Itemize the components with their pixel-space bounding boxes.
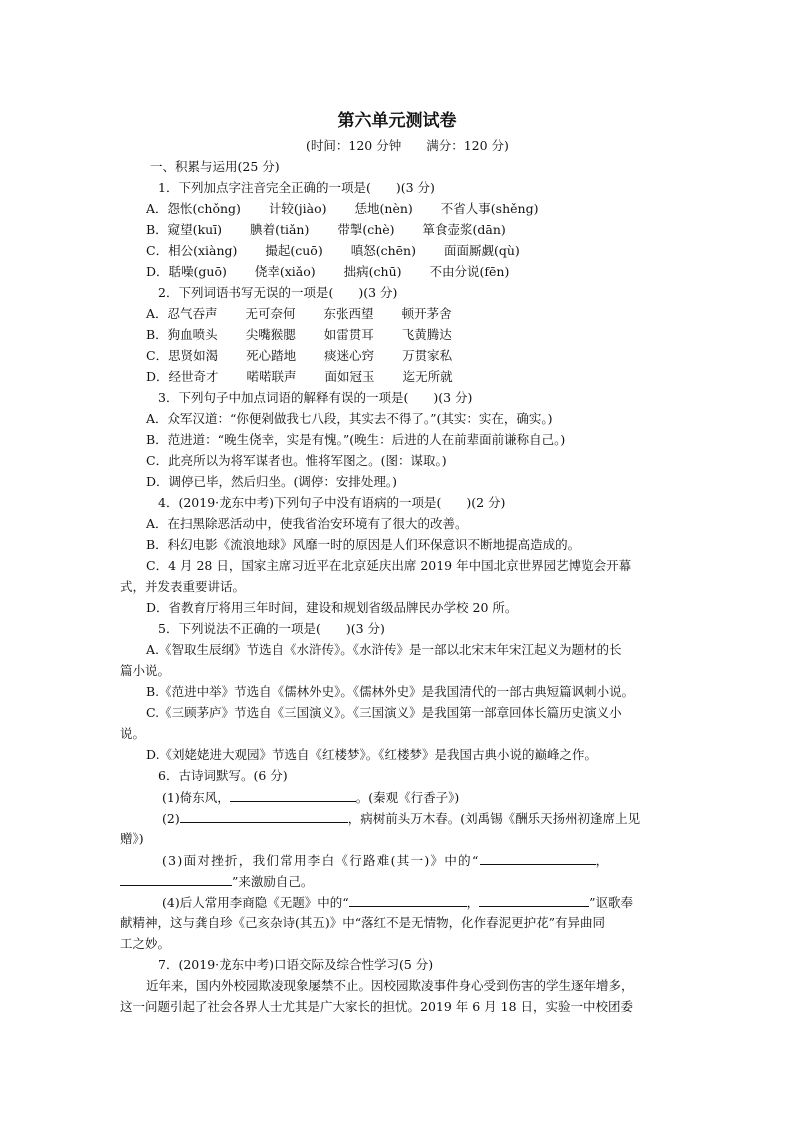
option-item: 无可奈何 xyxy=(245,306,296,321)
option-item: 死心踏地 xyxy=(246,348,297,363)
q7-paragraph-line: 近年来，国内外校园欺凌现象屡禁不止。因校园欺凌事件身心受到伤害的学生逐年增多， xyxy=(146,978,634,993)
q6-item-1 xyxy=(162,787,459,808)
q4-option-c: C．4 月 28 日，国家主席习近平在北京延庆出席 2019 年中国北京世界园艺博览会开幕 xyxy=(146,558,632,573)
option-item: 飞黄腾达 xyxy=(401,327,452,342)
item-text: (1)倚东风， xyxy=(162,790,230,805)
option-item: B．窥望(kuī) xyxy=(146,222,223,237)
option-item: 恁地(nèn) xyxy=(354,201,413,216)
answer-blank[interactable] xyxy=(120,871,232,886)
q6-item-4-end: 工之妙。 xyxy=(120,936,171,951)
option-item: 痰迷心窍 xyxy=(324,348,375,363)
section-heading: 一、积累与运用(25 分) xyxy=(150,159,280,174)
q4-option-b: B．科幻电影《流浪地球》风靡一时的原因是人们环保意识不断地提高造成的。 xyxy=(146,537,581,552)
question-3-stem: 3．下列句子中加点词语的解释有误的一项是( )(3 分) xyxy=(158,390,473,405)
q6-item-3-cont xyxy=(120,871,313,892)
q6-item-2 xyxy=(162,808,640,829)
q1-option-b xyxy=(146,220,506,240)
option-item: 顿开茅舍 xyxy=(401,306,452,321)
q7-paragraph-line: 这一问题引起了社会各界人士尤其是广大家长的担忧。2019 年 6 月 18 日，实验一中校团委 xyxy=(120,999,634,1014)
option-item: 东张西望 xyxy=(323,306,374,321)
q6-item-2-cont: 赠》) xyxy=(120,831,144,846)
question-7-stem: 7．(2019·龙东中考)口语交际及综合性学习(5 分) xyxy=(158,957,434,972)
q3-option-c: C．此亮所以为将军谋者也。惟将军图之。(图：谋取。) xyxy=(146,453,447,468)
q6-item-3 xyxy=(162,850,609,871)
option-item: 拙病(chū) xyxy=(343,264,402,279)
option-item: A．忍气吞声 xyxy=(146,306,218,321)
option-item: B．狗血喷头 xyxy=(146,327,218,342)
option-item: 万贯家私 xyxy=(402,348,453,363)
option-item: 计较(jiào) xyxy=(268,201,327,216)
q5-option-c-cont: 说。 xyxy=(120,726,146,741)
answer-blank[interactable] xyxy=(479,892,589,907)
q4-option-a: A．在扫黑除恶活动中，使我省治安环境有了很大的改善。 xyxy=(146,516,468,531)
option-item: 尖嘴猴腮 xyxy=(245,327,296,342)
q5-option-c: C.《三顾茅庐》节选自《三国演义》。《三国演义》是我国第一部章回体长篇历史演义小 xyxy=(146,705,622,720)
q5-option-a-cont: 篇小说。 xyxy=(120,663,171,678)
option-item: 喏喏联声 xyxy=(246,369,297,384)
option-item: 面面厮觑(qù) xyxy=(443,243,520,258)
answer-blank[interactable] xyxy=(349,892,467,907)
option-item: 如雷贯耳 xyxy=(323,327,374,342)
question-6-stem: 6．古诗词默写。(6 分) xyxy=(158,768,288,783)
option-item: 不省人事(shěng) xyxy=(440,201,539,216)
question-4-stem: 4．(2019·龙东中考)下列句子中没有语病的一项是( )(2 分) xyxy=(158,495,506,510)
option-item: 嗔怒(chēn) xyxy=(350,243,416,258)
option-item: 迄无所就 xyxy=(402,369,453,384)
q3-option-a: A．众军汉道：“你便剁做我七八段，其实去不得了。”(其实：实在，确实。) xyxy=(146,411,553,426)
item-text: ”来激励自己。 xyxy=(232,874,314,889)
q2-option-c xyxy=(146,346,452,366)
option-item: 箪食壶浆(dān) xyxy=(422,222,506,237)
q2-option-d xyxy=(146,367,453,387)
item-text: 。(秦观《行香子》) xyxy=(355,790,460,805)
q1-option-d xyxy=(146,262,509,282)
q1-option-a xyxy=(146,199,538,219)
option-item: C．思贤如渴 xyxy=(146,348,219,363)
item-text: (4)后人常用李商隐《无题》中的“ xyxy=(162,895,349,910)
question-5-stem: 5．下列说法不正确的一项是( )(3 分) xyxy=(158,621,385,636)
q3-option-b: B．范进道：“晚生侥幸，实是有愧。”(晚生：后进的人在前辈面前谦称自己。) xyxy=(146,432,566,447)
answer-blank[interactable] xyxy=(230,787,356,802)
q2-option-a xyxy=(146,304,452,324)
option-item: C．相公(xiàng) xyxy=(146,243,238,258)
item-text: (2) xyxy=(162,811,180,826)
item-text: ”讴歌奉 xyxy=(589,895,634,910)
question-2-stem: 2．下列词语书写无误的一项是( )(3 分) xyxy=(158,285,398,300)
option-item: 不由分说(fēn) xyxy=(429,264,510,279)
option-item: 腆着(tiǎn) xyxy=(250,222,310,237)
option-item: 带掣(chè) xyxy=(337,222,395,237)
q5-option-a: A.《智取生辰纲》节选自《水浒传》。《水浒传》是一部以北宋末年宋江起义为题材的长 xyxy=(146,642,622,657)
q6-item-4 xyxy=(162,892,633,913)
q5-option-d: D.《刘姥姥进大观园》节选自《红楼梦》。《红楼梦》是我国古典小说的巅峰之作。 xyxy=(146,747,598,762)
q2-option-b xyxy=(146,325,452,345)
answer-blank[interactable] xyxy=(180,808,348,823)
time-score-line: (时间：120 分钟 满分：120 分) xyxy=(306,138,509,153)
option-item: A．怨怅(chǒng) xyxy=(146,201,241,216)
answer-blank[interactable] xyxy=(480,850,596,865)
item-text: ，病树前头万木春。(刘禹锡《酬乐天扬州初逢席上见 xyxy=(347,811,641,826)
q3-option-d: D．调停已毕，然后归坐。(调停：安排处理。) xyxy=(146,474,398,489)
q1-option-c xyxy=(146,241,520,261)
item-text: (3)面对挫折，我们常用李白《行路难(其一)》中的“ xyxy=(162,853,480,868)
item-text: ， xyxy=(466,895,480,910)
item-text: ， xyxy=(595,853,610,868)
question-1-stem: 1．下列加点字注音完全正确的一项是( )(3 分) xyxy=(158,180,435,195)
page-title: 第六单元测试卷 xyxy=(337,111,457,131)
q4-option-d: D．省教育厅将用三年时间，建设和规划省级品牌民办学校 20 所。 xyxy=(146,600,518,615)
q6-item-4-cont: 献精神，这与龚自珍《己亥杂诗(其五)》中“落红不是无情物，化作春泥更护花”有异曲同 xyxy=(120,915,606,930)
option-item: 侥幸(xiǎo) xyxy=(254,264,316,279)
option-item: 撮起(cuō) xyxy=(265,243,323,258)
option-item: D．聒噪(guō) xyxy=(146,264,227,279)
q4-option-c-cont: 式，并发表重要讲话。 xyxy=(120,579,246,594)
option-item: 面如冠玉 xyxy=(324,369,375,384)
option-item: D．经世奇才 xyxy=(146,369,219,384)
q5-option-b: B.《范进中举》节选自《儒林外史》。《儒林外史》是我国清代的一部古典短篇讽刺小说。 xyxy=(146,684,635,699)
